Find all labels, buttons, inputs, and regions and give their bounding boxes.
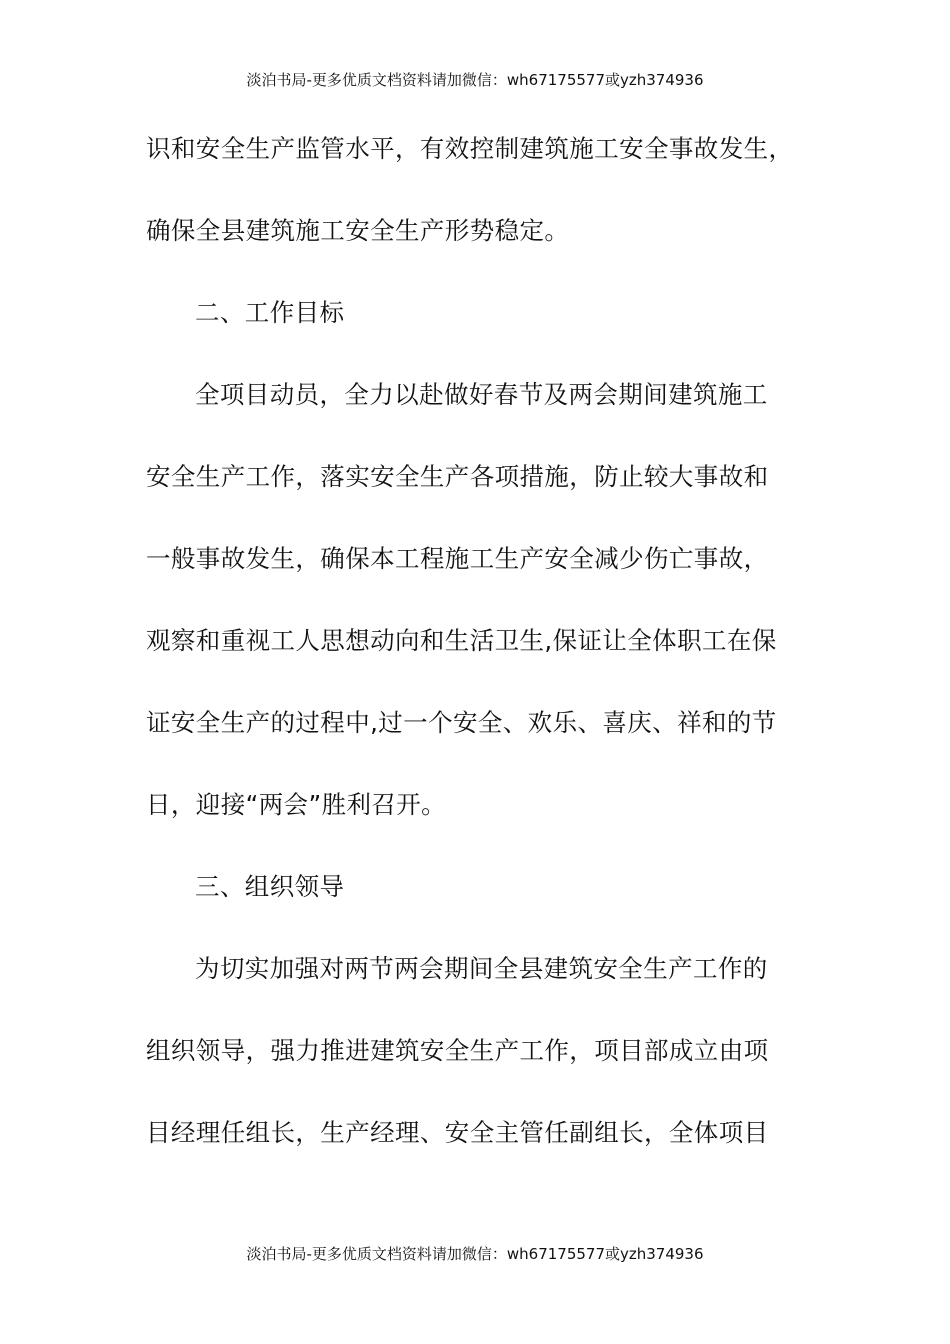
paragraph-line: 识和安全生产监管水平，有效控制建筑施工安全事故发生， (146, 134, 794, 163)
paragraph-line: 为切实加强对两节两会期间全县建筑安全生产工作的 (195, 954, 768, 983)
document-body (146, 122, 806, 1160)
paragraph-line: 确保全县建筑施工安全生产形势稳定。 (146, 216, 570, 245)
paragraph-line: 一般事故发生，确保本工程施工生产安全减少伤亡事故， (146, 544, 769, 573)
page-header: 淡泊书局-更多优质文档资料请加微信：wh67175577或yzh374936 (246, 71, 704, 89)
paragraph-line: 观察和重视工人思想动向和生活卫生,保证让全体职工在保 (146, 626, 777, 655)
page-footer: 淡泊书局-更多优质文档资料请加微信：wh67175577或yzh374936 (246, 1245, 704, 1263)
paragraph-line: 目经理任组长，生产经理、安全主管任副组长，全体项目 (146, 1118, 769, 1147)
paragraph-line: 组织领导，强力推进建筑安全生产工作，项目部成立由项 (146, 1036, 769, 1065)
paragraph-line: 日，迎接“两会”胜利召开。 (146, 790, 447, 819)
section-heading-organization: 三、组织领导 (195, 872, 345, 901)
paragraph-line: 安全生产工作，落实安全生产各项措施，防止较大事故和 (146, 462, 769, 491)
paragraph-line: 全项目动员，全力以赴做好春节及两会期间建筑施工 (195, 380, 768, 409)
section-heading-work-goals: 二、工作目标 (195, 298, 345, 327)
paragraph-line: 证安全生产的过程中,过一个安全、欢乐、喜庆、祥和的节 (146, 708, 777, 737)
